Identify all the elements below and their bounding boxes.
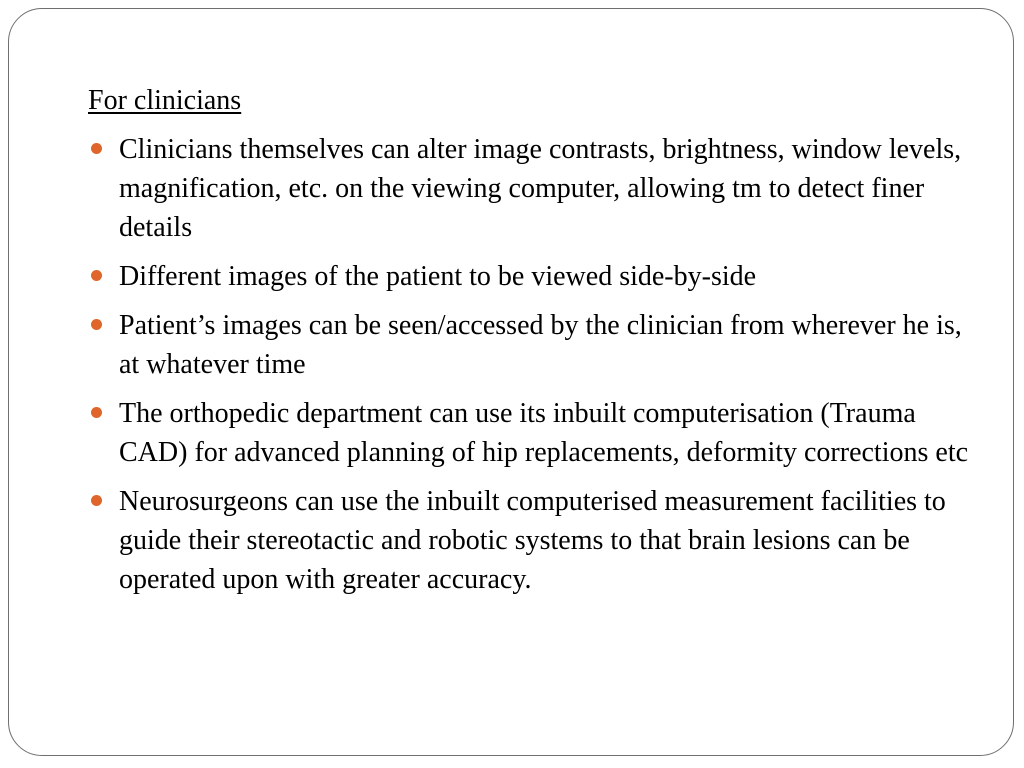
bullet-icon bbox=[91, 143, 102, 154]
bullet-text: The orthopedic department can use its inbuilt computerisation (Trauma CAD) for advanced planning of hip replacements, deformity corrections etc bbox=[119, 398, 969, 468]
bullet-text: Clinicians themselves can alter image contrasts, brightness, window levels, magnification, etc. on the viewing computer, allowing tm to detect finer details bbox=[119, 134, 962, 243]
bullet-item bbox=[88, 306, 978, 384]
bullet-item bbox=[88, 482, 978, 599]
bullet-item bbox=[88, 257, 978, 296]
bullet-list bbox=[88, 130, 978, 599]
bullet-icon bbox=[91, 407, 102, 418]
bullet-item bbox=[88, 130, 978, 247]
bullet-text: Patient’s images can be seen/accessed by the clinician from wherever he is, at whatever time bbox=[119, 310, 962, 380]
slide-content bbox=[88, 82, 978, 609]
bullet-text: Neurosurgeons can use the inbuilt computerised measurement facilities to guide their stereotactic and robotic systems to that brain lesions can be operated upon with greater accuracy. bbox=[119, 486, 946, 595]
slide-frame bbox=[8, 8, 1014, 756]
bullet-icon bbox=[91, 270, 102, 281]
bullet-icon bbox=[91, 495, 102, 506]
slide-heading: For clinicians bbox=[88, 85, 242, 116]
bullet-text: Different images of the patient to be viewed side-by-side bbox=[119, 261, 757, 292]
bullet-icon bbox=[91, 319, 102, 330]
bullet-item bbox=[88, 394, 978, 472]
